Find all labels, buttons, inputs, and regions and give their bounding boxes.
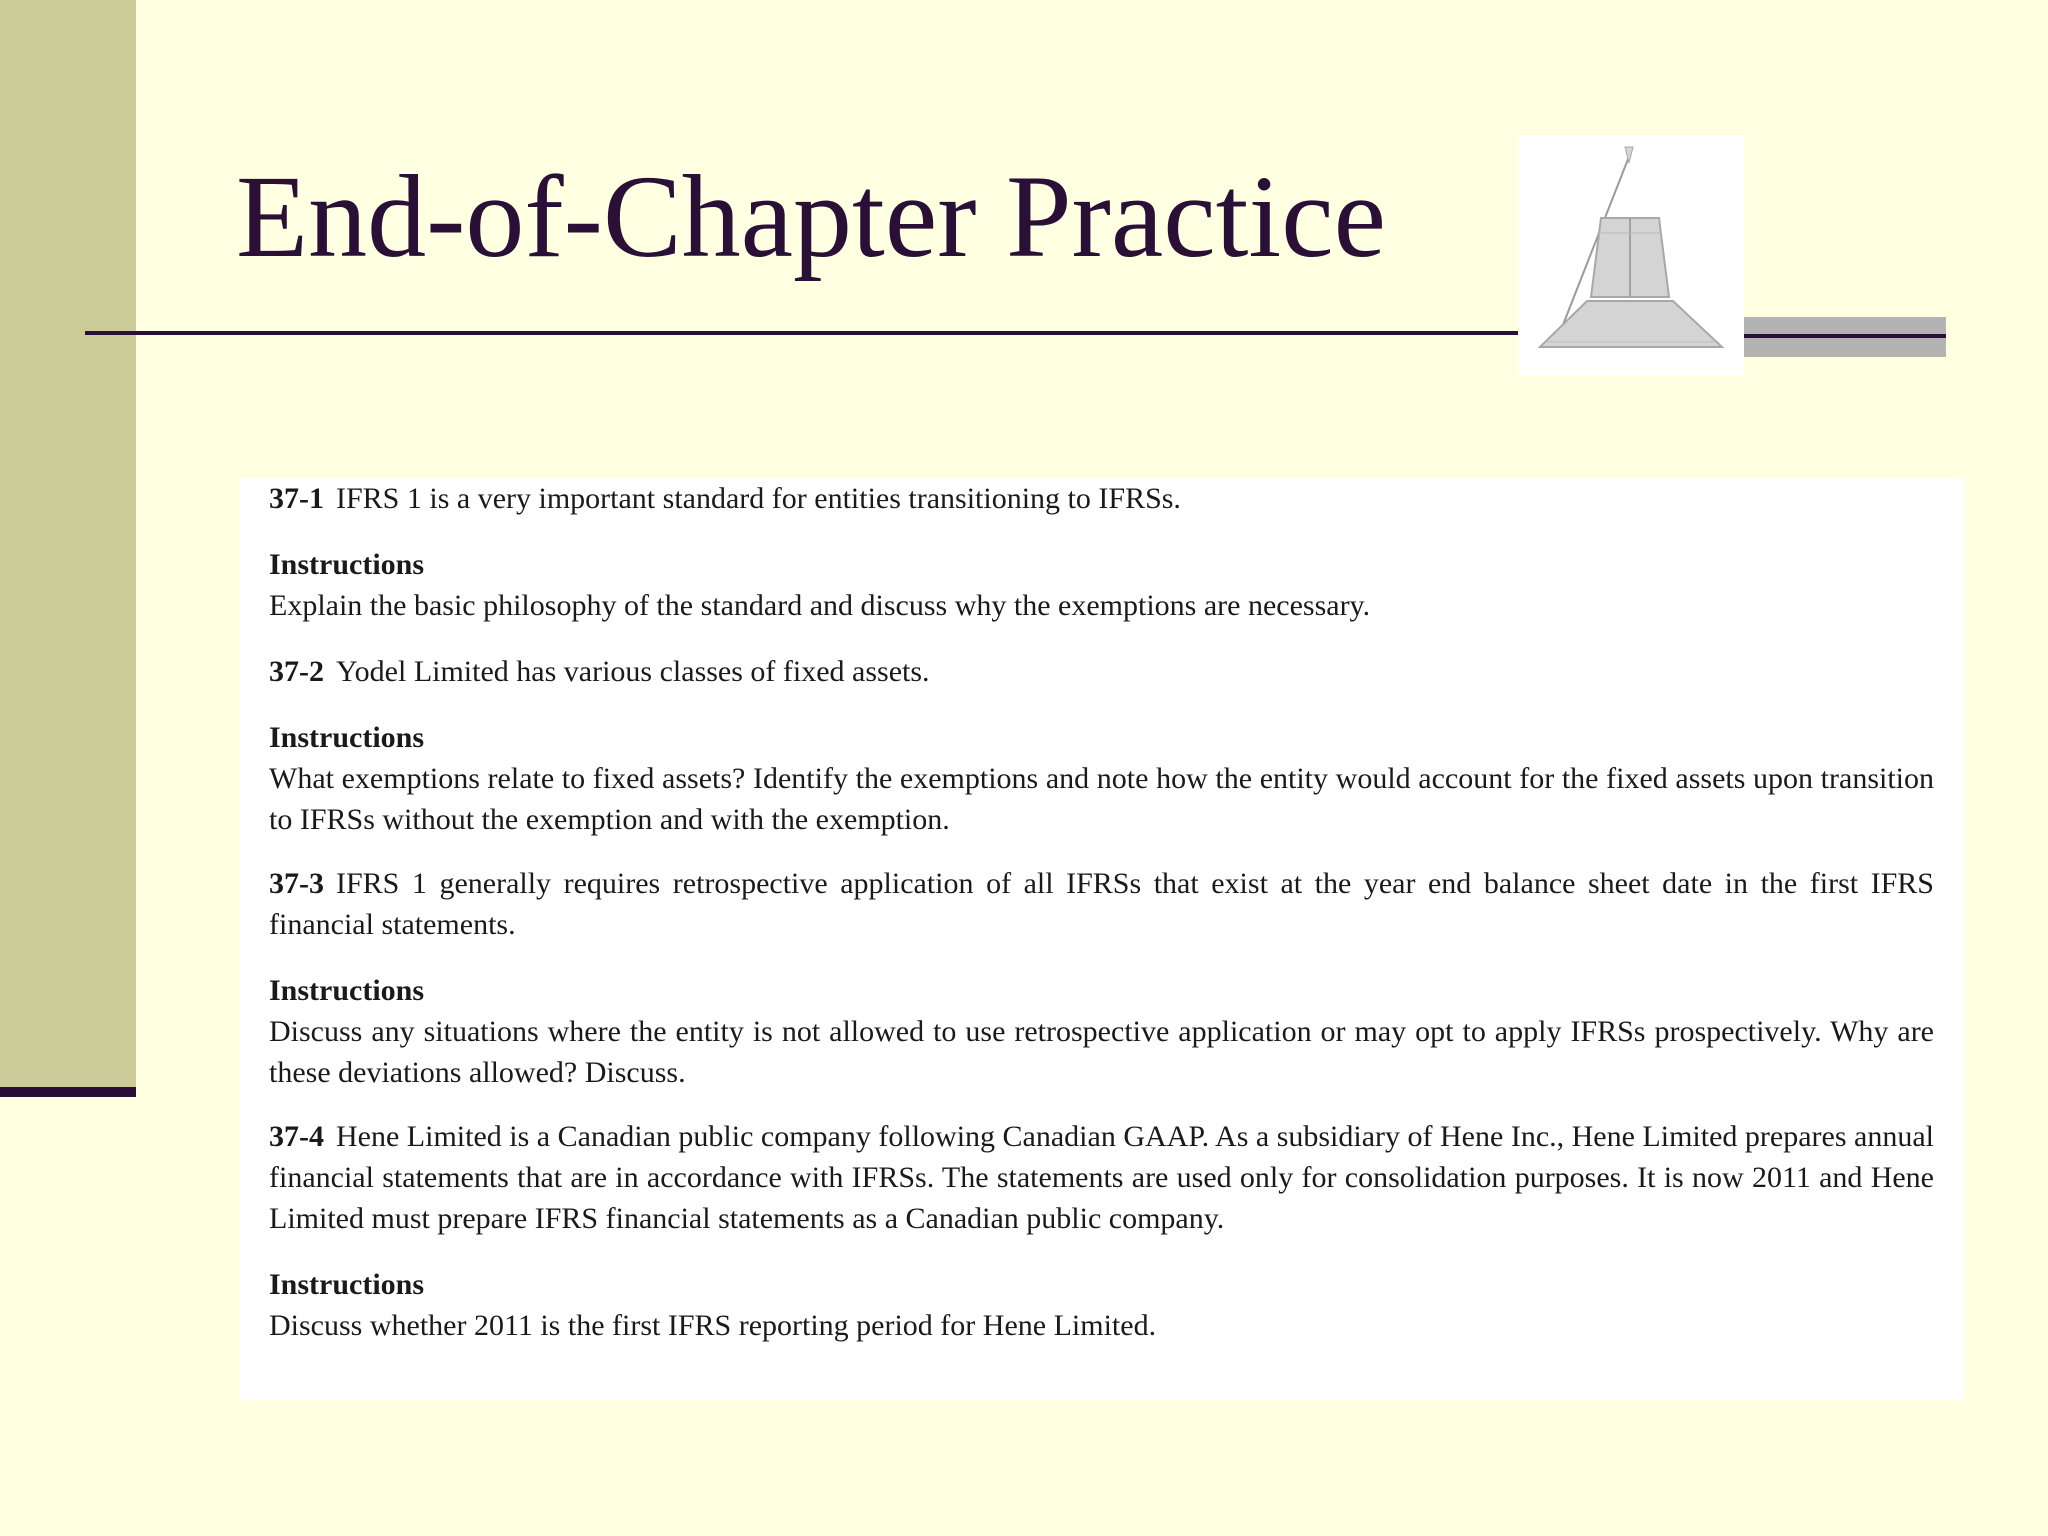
exercise-panel	[240, 478, 1964, 1400]
exercise-37-2	[269, 651, 1934, 840]
sidebar-accent-cap	[0, 1087, 136, 1097]
title-underline	[85, 331, 1518, 335]
exercise-question-text: Yodel Limited has various classes of fixed assets.	[336, 655, 930, 688]
slide-title: End-of-Chapter Practice	[236, 151, 1386, 282]
instructions-label: Instructions	[269, 721, 425, 754]
title-underline-right	[1744, 334, 1946, 338]
instructions-text: Discuss any situations where the entity is not allowed to use retrospective application or may opt to apply IFRSs prospectively. Why are these deviations allowed? Discuss.	[269, 1015, 1934, 1089]
exercise-question-text: Hene Limited is a Canadian public company following Canadian GAAP. As a subsidiary of Hene Inc., Hene Limited prepares annual financial statements that are in accordance with IFRSs. The statements are used only for consolidation purposes. It is now 2011 and Hene Limited must prepare IFRS financial statements as a Canadian public company.	[269, 1120, 1934, 1235]
instructions-text: Discuss whether 2011 is the first IFRS reporting period for Hene Limited.	[269, 1309, 1157, 1342]
exercise-question	[269, 1116, 1934, 1239]
exercise-37-1	[269, 478, 1934, 626]
exercise-question-text: IFRS 1 is a very important standard for entities transitioning to IFRSs.	[336, 482, 1181, 515]
exercise-number: 37-2	[269, 655, 324, 688]
instructions-label: Instructions	[269, 1268, 425, 1301]
exercise-number: 37-3	[269, 867, 324, 900]
exercise-question	[269, 863, 1934, 945]
sidebar-accent-bar	[0, 0, 136, 1092]
instructions-label: Instructions	[269, 548, 425, 581]
instructions-text: What exemptions relate to fixed assets? Identify the exemptions and note how the entity would account for the fixed assets upon transition to IFRSs without the exemption and with the exemption.	[269, 762, 1934, 836]
exercise-number: 37-4	[269, 1120, 324, 1153]
exercise-number: 37-1	[269, 482, 324, 515]
exercise-question	[269, 478, 1934, 519]
logo-box	[1519, 135, 1744, 375]
pyramid-icon	[1519, 135, 1744, 375]
exercise-question-text: IFRS 1 generally requires retrospective application of all IFRSs that exist at the year end balance sheet date in the first IFRS financial statements.	[269, 867, 1934, 941]
exercise-37-3	[269, 863, 1934, 1093]
exercise-37-4	[269, 1116, 1934, 1346]
exercise-question	[269, 651, 1934, 692]
instructions-text: Explain the basic philosophy of the standard and discuss why the exemptions are necessary.	[269, 589, 1371, 622]
instructions-label: Instructions	[269, 974, 425, 1007]
